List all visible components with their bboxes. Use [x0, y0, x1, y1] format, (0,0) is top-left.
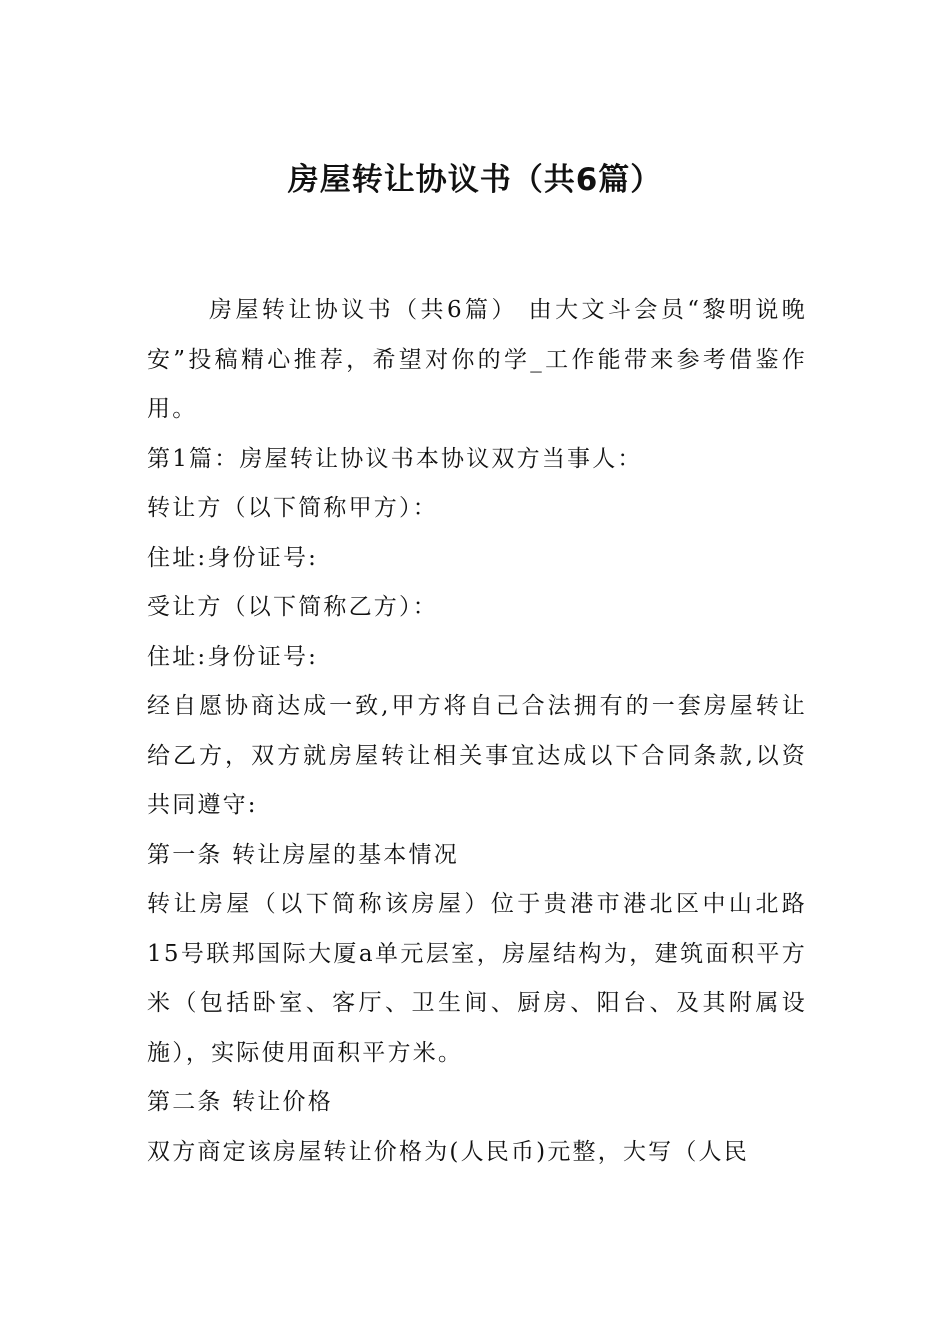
transferor-address-line: 住址:身份证号: — [147, 544, 319, 571]
clause-2-paragraph: 双方商定该房屋转让价格为(人民币)元整，大写（人民 — [147, 1138, 749, 1165]
document-title: 房屋转让协议书（共6篇） — [287, 162, 663, 198]
document-body — [147, 286, 807, 1177]
clause-1-heading: 第一条 转让房屋的基本情况 — [147, 841, 459, 868]
transferee-line: 受让方（以下简称乙方）： — [147, 594, 438, 620]
clause-2-heading: 第二条 转让价格 — [147, 1089, 333, 1115]
intro-paragraph: 房屋转让协议书（共6篇） 由大文斗会员“黎明说晚安”投稿精心推荐，希望对你的学_工作能带来参考借鉴作用。 — [147, 297, 807, 422]
transferee-address-line: 住址:身份证号: — [147, 643, 319, 670]
article-1-heading: 第1篇：房屋转让协议书本协议双方当事人： — [147, 445, 643, 472]
agreement-paragraph: 经自愿协商达成一致,甲方将自己合法拥有的一套房屋转让给乙方，双方就房屋转让相关事宜达成以下合同条款,以资共同遵守: — [147, 693, 807, 818]
transferor-line: 转让方（以下简称甲方）： — [147, 495, 438, 521]
clause-1-paragraph: 转让房屋（以下简称该房屋）位于贵港市港北区中山北路15号联邦国际大厦a单元层室，房屋结构为，建筑面积平方米（包括卧室、客厅、卫生间、厨房、阳台、及其附属设施），实际使用面积平方米。 — [147, 891, 807, 1066]
